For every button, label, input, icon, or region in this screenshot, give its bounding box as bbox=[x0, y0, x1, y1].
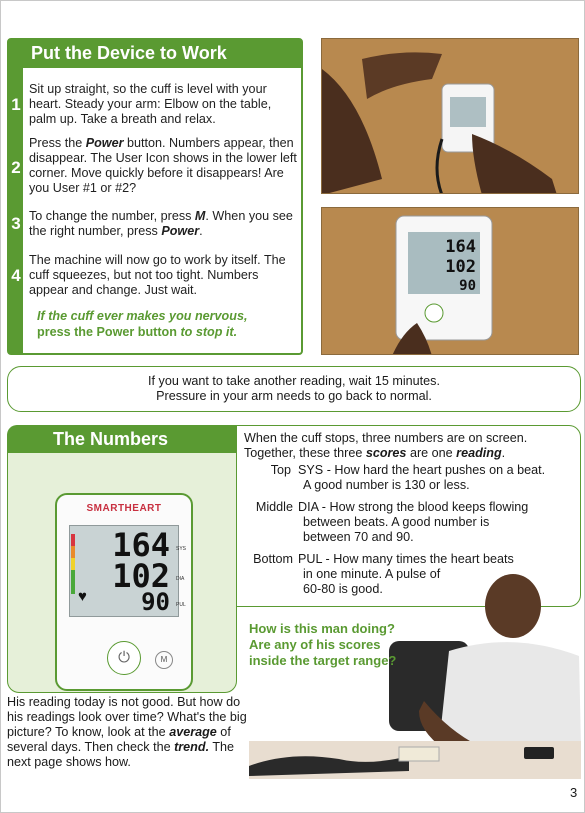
monitor-brand-logo: SMARTHEART bbox=[86, 503, 162, 514]
question-callout: How is this man doing? Are any of his scores inside the target range? bbox=[249, 621, 397, 668]
svg-text:164: 164 bbox=[445, 237, 476, 257]
numbers-intro: When the cuff stops, three numbers are on screen. Together, these three scores are one reading. bbox=[244, 431, 528, 460]
wait-tip-box bbox=[7, 366, 581, 412]
dia-value: 102 bbox=[112, 557, 170, 595]
step-number-2: 2 bbox=[11, 158, 21, 177]
photo-monitor-reading bbox=[321, 207, 579, 355]
m-button-icon: M bbox=[155, 651, 173, 669]
monitor-illustration-panel bbox=[7, 453, 237, 693]
def-bottom-3: 60-80 is good. bbox=[303, 582, 383, 596]
step-text-3: To change the number, press M. When you see the right number, press Power. bbox=[29, 209, 293, 238]
step-text-1: Sit up straight, so the cuff is level with your heart. Steady your arm: Elbow on the table, palm up. Take a breath and relax. bbox=[29, 82, 272, 126]
photo-man-at-table bbox=[249, 571, 581, 779]
sys-label: SYS bbox=[176, 546, 187, 552]
bp-color-scale bbox=[71, 534, 75, 594]
section-title-device: Put the Device to Work bbox=[9, 40, 301, 68]
step-number-4: 4 bbox=[11, 266, 21, 285]
def-bottom-1: PUL - How many times the heart beats bbox=[298, 552, 514, 566]
term-top: Top bbox=[270, 463, 291, 477]
pul-label: PUL bbox=[176, 602, 186, 608]
tip-line-2: Pressure in your arm needs to go back to normal. bbox=[156, 389, 432, 403]
def-middle-2: between beats. A good number is bbox=[303, 515, 490, 529]
dia-label: DIA bbox=[176, 576, 185, 582]
bp-monitor-illustration bbox=[55, 493, 193, 691]
monitor-screen bbox=[69, 525, 187, 617]
step-number-1: 1 bbox=[11, 95, 21, 114]
def-top-2: A good number is 130 or less. bbox=[303, 478, 470, 492]
term-middle: Middle bbox=[255, 500, 293, 514]
step-text-2: Press the Power button. Numbers appear, then disappear. The User Icon shows in the lower left corner. Move quickly before it disappears! Are you User #1 or #2? bbox=[29, 136, 297, 195]
heart-icon: ♥ bbox=[78, 588, 87, 605]
tip-line-1: If you want to take another reading, wait 15 minutes. bbox=[148, 374, 440, 388]
step-text-4: The machine will now go to work by itself. The cuff squeezes, but not too tight. Numbers appear and change. Just wait. bbox=[29, 253, 286, 297]
section-title-numbers: The Numbers bbox=[7, 425, 237, 453]
power-button-icon: ⏻ bbox=[107, 641, 141, 675]
photo-arm-pressing-button bbox=[321, 38, 579, 194]
svg-text:102: 102 bbox=[445, 257, 476, 277]
pul-value: 90 bbox=[141, 588, 170, 616]
def-bottom-2: in one minute. A pulse of bbox=[303, 567, 441, 581]
def-middle-1: DIA - How strong the blood keeps flowing bbox=[298, 500, 529, 514]
nervous-note bbox=[37, 308, 299, 340]
note-line-2: press the Power button to stop it. bbox=[37, 325, 238, 339]
step-number-3: 3 bbox=[11, 214, 21, 233]
bottom-paragraph: His reading today is not good. But how do his readings look over time? What's the big picture? To know, look at the average of several days. Then check the trend. The next page shows how. bbox=[7, 695, 247, 769]
sys-value: 164 bbox=[112, 526, 170, 564]
def-top-1: SYS - How hard the heart pushes on a beat. bbox=[298, 463, 546, 477]
note-line-1: If the cuff ever makes you nervous, bbox=[37, 309, 248, 323]
page-number: 3 bbox=[570, 785, 578, 800]
def-middle-3: between 70 and 90. bbox=[303, 530, 414, 544]
svg-text:90: 90 bbox=[459, 278, 476, 294]
term-bottom: Bottom bbox=[253, 552, 293, 566]
device-instructions-panel bbox=[7, 38, 303, 355]
